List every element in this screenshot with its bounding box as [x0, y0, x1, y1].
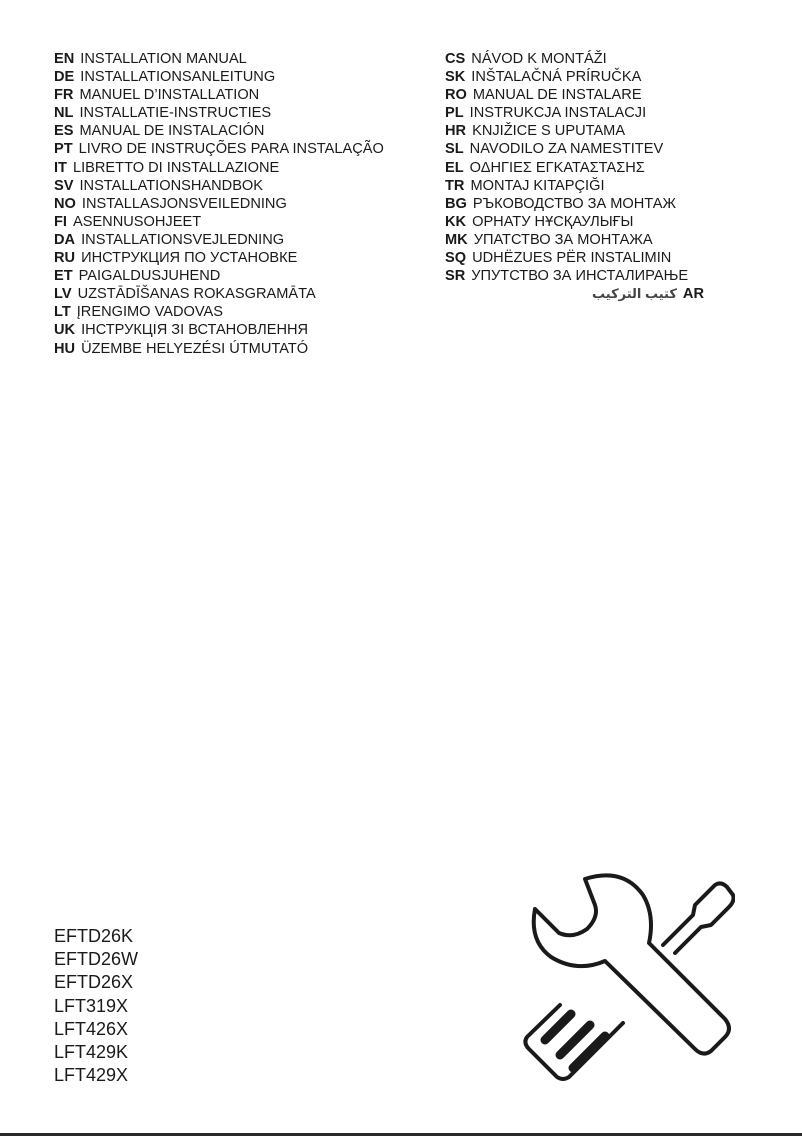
- language-title: INSTALLATIONSVEJLEDNING: [81, 231, 285, 248]
- language-row: [445, 267, 704, 285]
- language-code: IT: [54, 159, 67, 176]
- language-code: SV: [54, 177, 74, 194]
- language-code: NO: [54, 195, 76, 212]
- language-title: РЪКОВОДСТВО ЗА МОНТАЖ: [472, 195, 676, 212]
- language-title: LIBRETTO DI INSTALLAZIONE: [72, 159, 280, 176]
- language-title: ĮRENGIMO VADOVAS: [76, 304, 223, 321]
- language-row: [54, 159, 384, 177]
- language-title: ÜZEMBE HELYEZÉSI ÚTMUTATÓ: [81, 340, 309, 357]
- language-row: [445, 86, 704, 104]
- language-title: MANUAL DE INSTALARE: [472, 87, 642, 104]
- language-code: SQ: [445, 250, 467, 267]
- language-row: [54, 104, 384, 122]
- language-code: DA: [54, 231, 76, 248]
- language-title: LIVRO DE INSTRUÇÕES PARA INSTALAÇÃO: [78, 141, 384, 158]
- language-code: SL: [445, 141, 464, 158]
- language-row: [445, 68, 704, 86]
- language-title: УПУТСТВО ЗА ИНСТАЛИРАЊЕ: [471, 268, 689, 285]
- language-title: ИНСТРУКЦИЯ ПО УСТАНОВКЕ: [81, 250, 298, 267]
- language-code: RO: [445, 87, 467, 104]
- language-row: [54, 340, 384, 358]
- language-code: DE: [54, 69, 75, 86]
- language-code: HU: [54, 340, 76, 357]
- language-code: ES: [54, 123, 74, 140]
- language-row: [445, 195, 704, 213]
- wrench-and-screwdriver-icon: [515, 865, 735, 1090]
- model-number: EFTD26X: [54, 972, 134, 993]
- language-title: INSTALLATIE-INSTRUCTIES: [79, 105, 272, 122]
- language-title: INSTALLATIONSANLEITUNG: [80, 69, 276, 86]
- language-code: MK: [445, 231, 468, 248]
- language-title: KNJIŽICE S UPUTAMA: [472, 123, 626, 140]
- language-list-right: [445, 50, 704, 303]
- language-title: MANUEL D’INSTALLATION: [79, 87, 260, 104]
- model-number: LFT319X: [54, 995, 129, 1016]
- language-row: [54, 50, 384, 68]
- language-code: KK: [445, 213, 467, 230]
- language-code: AR: [682, 286, 704, 303]
- language-row: [445, 231, 704, 249]
- language-code: PT: [54, 141, 73, 158]
- language-list-left: [54, 50, 384, 358]
- language-row: [445, 213, 704, 231]
- language-title: MONTAJ KITAPÇIĞI: [470, 177, 605, 194]
- language-code: FI: [54, 213, 67, 230]
- language-title: УПАТСТВО ЗА МОНТАЖА: [473, 231, 653, 248]
- language-row: [54, 122, 384, 140]
- language-row: [445, 122, 704, 140]
- language-title: INSTALLATION MANUAL: [80, 51, 247, 67]
- language-code: RU: [54, 250, 76, 267]
- language-row: [54, 267, 384, 285]
- language-row: [54, 140, 384, 158]
- language-row: [54, 177, 384, 195]
- language-title: INSTALLASJONSVEILEDNING: [81, 195, 287, 212]
- model-number: LFT426X: [54, 1018, 129, 1039]
- language-title: INŠTALAČNÁ PRÍRUČKA: [471, 69, 642, 86]
- language-row: [54, 303, 384, 321]
- model-number: LFT429X: [54, 1065, 129, 1086]
- language-row: [445, 249, 704, 267]
- language-row: [445, 50, 704, 68]
- language-title: MANUAL DE INSTALACIÓN: [79, 123, 265, 140]
- language-code: SR: [445, 268, 466, 285]
- language-title: UZSTĀDĪŠANAS ROKASGRAMĀTA: [77, 286, 316, 303]
- language-title: ASENNUSOHJEET: [72, 213, 202, 230]
- language-row: [54, 231, 384, 249]
- language-title: ОРНАТУ НҰСҚАУЛЫҒЫ: [472, 213, 634, 230]
- language-row: [54, 195, 384, 213]
- model-list: [54, 925, 138, 1087]
- language-row: [54, 285, 384, 303]
- language-row: [445, 140, 704, 158]
- language-code: ET: [54, 268, 73, 285]
- model-number: EFTD26K: [54, 926, 134, 946]
- language-code: PL: [445, 105, 464, 122]
- language-code: EL: [445, 159, 464, 176]
- language-row: [445, 104, 704, 122]
- language-code: UK: [54, 322, 76, 339]
- language-row: [54, 86, 384, 104]
- language-code: BG: [445, 195, 467, 212]
- language-code: LV: [54, 286, 72, 303]
- language-title: ІНСТРУКЦІЯ ЗІ ВСТАНОВЛЕННЯ: [81, 322, 309, 339]
- language-title: ΟΔΗΓΙΕΣ ΕΓΚΑΤΑΣΤΑΣΗΣ: [469, 159, 645, 176]
- language-title: NAVODILO ZA NAMESTITEV: [469, 141, 664, 158]
- language-row: [54, 249, 384, 267]
- language-code: LT: [54, 304, 71, 321]
- language-title: INSTALLATIONSHANDBOK: [79, 177, 264, 194]
- language-title: INSTRUKCJA INSTALACJI: [469, 105, 647, 122]
- language-row-arabic: [445, 285, 704, 303]
- language-code: CS: [445, 51, 466, 67]
- language-code: FR: [54, 87, 74, 104]
- language-code: NL: [54, 105, 74, 122]
- language-row: [445, 159, 704, 177]
- language-code: EN: [54, 51, 75, 67]
- model-number: LFT429K: [54, 1042, 129, 1063]
- language-title: UDHËZUES PËR INSTALIMIN: [472, 250, 672, 267]
- language-row: [445, 177, 704, 195]
- language-code: TR: [445, 177, 465, 194]
- language-code: SK: [445, 69, 466, 86]
- language-title: NÁVOD K MONTÁŽI: [471, 51, 607, 67]
- language-code: HR: [445, 123, 467, 140]
- model-number: EFTD26W: [54, 949, 139, 970]
- language-title: PAIGALDUSJUHEND: [78, 268, 221, 285]
- language-row: [54, 68, 384, 86]
- language-title: كتيب التركيب: [592, 286, 677, 302]
- language-row: [54, 213, 384, 231]
- language-row: [54, 321, 384, 339]
